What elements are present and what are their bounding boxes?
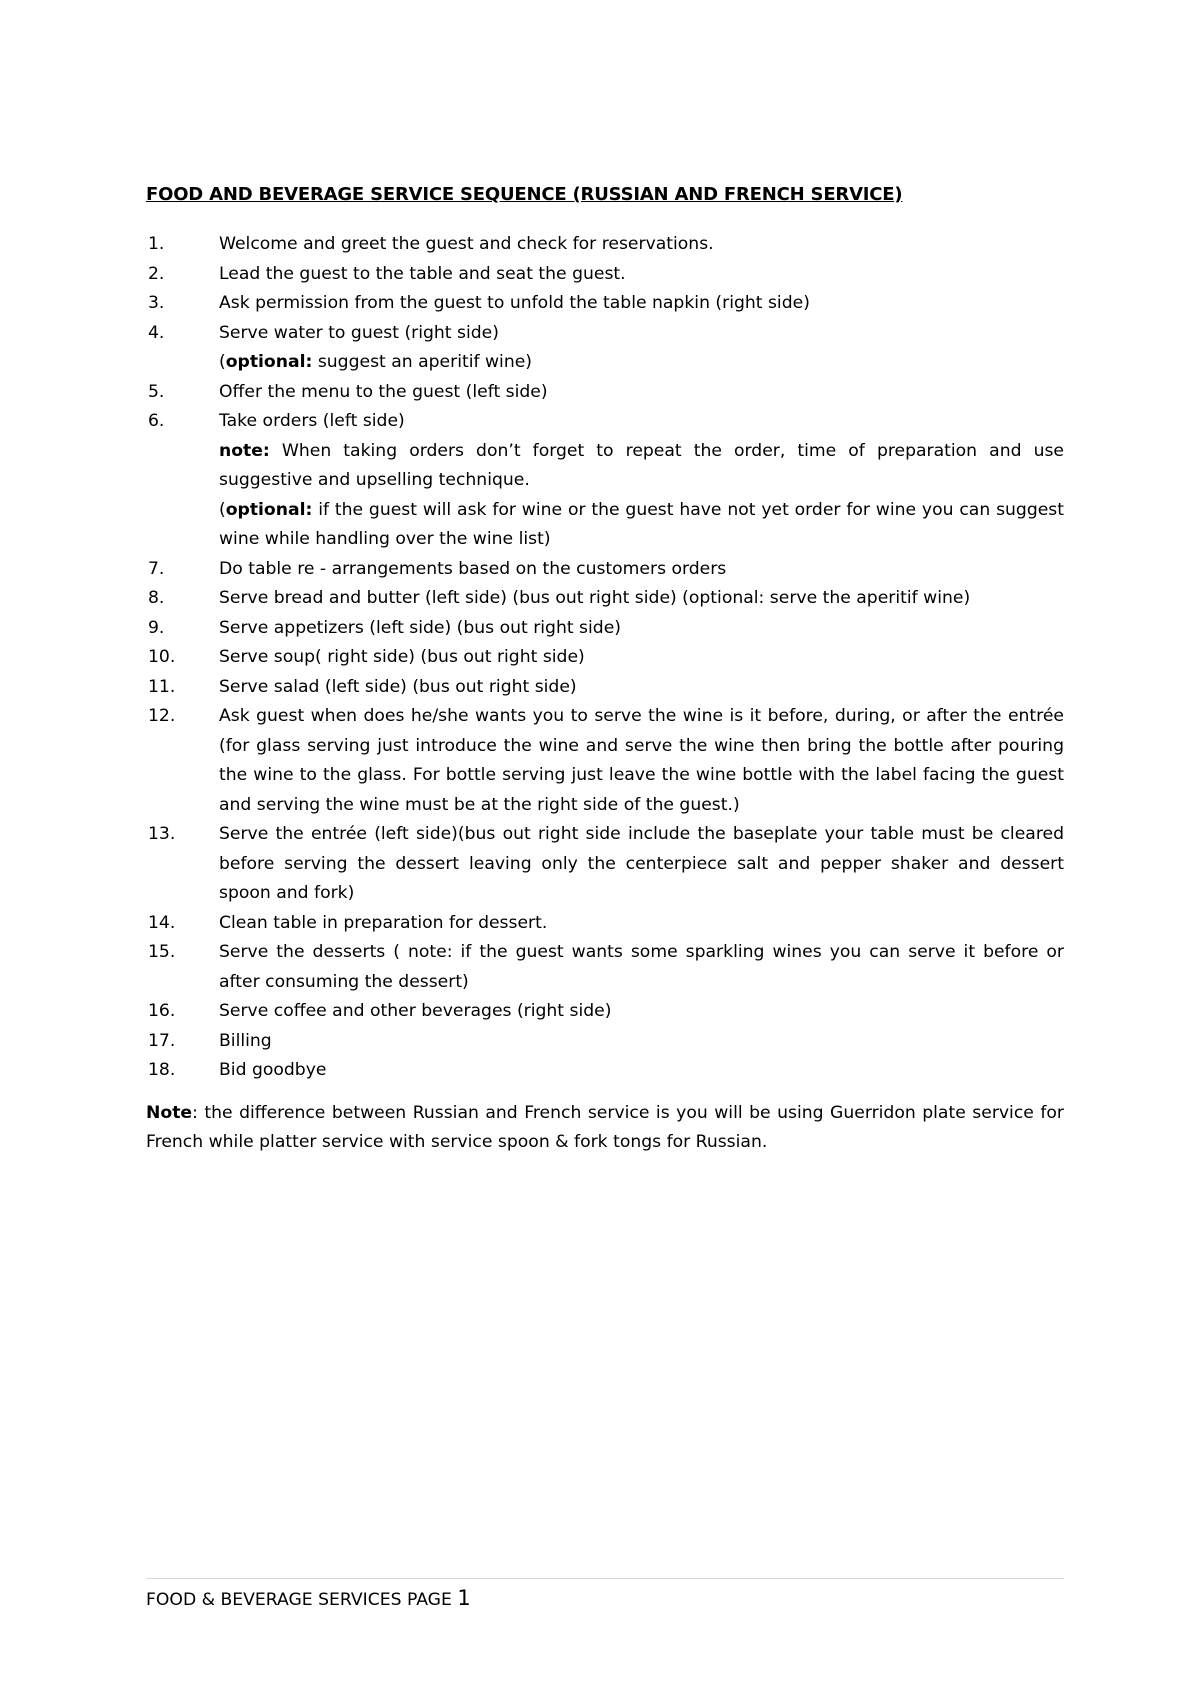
list-item bbox=[146, 407, 1064, 555]
step-number: 16. bbox=[148, 1001, 176, 1021]
step-text: Serve the desserts ( note: if the guest wants some sparkling wines you can serve it before or after consuming the dessert) bbox=[219, 942, 1064, 992]
step-number: 12. bbox=[148, 706, 176, 726]
step-number: 13. bbox=[148, 824, 176, 844]
note-label: note: bbox=[219, 440, 270, 461]
closing-note-text: : the difference between Russian and French service is you will be using Guerridon plate service for French while platter service with service spoon & fork tongs for Russian. bbox=[146, 1103, 1064, 1152]
step-number: 11. bbox=[148, 676, 176, 697]
footer-text: FOOD & BEVERAGE SERVICES PAGE bbox=[146, 1590, 458, 1610]
step-note bbox=[219, 437, 1064, 496]
step-text: Take orders (left side) bbox=[219, 411, 405, 431]
closing-note-label: Note bbox=[146, 1103, 193, 1123]
footer-page-number: 1 bbox=[457, 1586, 471, 1610]
step-number: 4. bbox=[148, 322, 165, 343]
step-number: 9. bbox=[148, 617, 165, 638]
list-item bbox=[146, 230, 1064, 260]
list-item bbox=[146, 555, 1064, 585]
step-text: Bid goodbye bbox=[219, 1060, 327, 1080]
step-text: Serve the entrée (left side)(bus out right side include the baseplate your table must be cleared before serving the dessert leaving only the centerpiece salt and pepper shaker and dessert spoon and fork) bbox=[219, 824, 1064, 903]
step-number: 15. bbox=[148, 942, 176, 962]
step-text: Serve water to guest (right side) bbox=[219, 322, 499, 343]
step-text: Do table re - arrangements based on the customers orders bbox=[219, 558, 727, 579]
optional-open-paren: ( bbox=[219, 352, 226, 372]
step-number: 1. bbox=[148, 234, 165, 254]
document-title: FOOD AND BEVERAGE SERVICE SEQUENCE (RUSSIAN AND FRENCH SERVICE) bbox=[146, 184, 903, 205]
step-number: 10. bbox=[148, 647, 176, 667]
list-item bbox=[146, 820, 1064, 909]
step-text: Offer the menu to the guest (left side) bbox=[219, 381, 548, 402]
list-item bbox=[146, 997, 1064, 1027]
step-text: Serve coffee and other beverages (right side) bbox=[219, 1001, 612, 1021]
list-item bbox=[146, 938, 1064, 997]
list-item bbox=[146, 260, 1064, 290]
optional-open-paren: ( bbox=[219, 499, 226, 520]
step-text: Ask guest when does he/she wants you to serve the wine is it before, during, or after the entrée (for glass serving just introduce the wine and serve the wine then bring the bottle after pouring the wine to the glass. For bottle serving just leave the wine bottle with the label facing the guest and serving the wine must be at the right side of the guest.) bbox=[219, 706, 1064, 815]
list-item bbox=[146, 319, 1064, 378]
list-item bbox=[146, 1056, 1064, 1086]
list-item bbox=[146, 584, 1064, 614]
step-text: Billing bbox=[219, 1030, 272, 1051]
list-item bbox=[146, 1027, 1064, 1057]
step-optional-note bbox=[219, 496, 1064, 555]
list-item bbox=[146, 702, 1064, 820]
optional-text: if the guest will ask for wine or the guest have not yet order for wine you can suggest wine while handling over the wine list) bbox=[219, 499, 1064, 549]
list-item bbox=[146, 289, 1064, 319]
footer-divider bbox=[146, 1578, 1064, 1579]
step-number: 14. bbox=[148, 912, 176, 933]
step-number: 8. bbox=[148, 588, 165, 608]
list-item bbox=[146, 909, 1064, 939]
step-number: 7. bbox=[148, 558, 165, 579]
step-number: 6. bbox=[148, 411, 165, 431]
step-text: Serve appetizers (left side) (bus out right side) bbox=[219, 617, 621, 638]
step-optional-note bbox=[219, 348, 1064, 378]
step-text: Serve salad (left side) (bus out right side) bbox=[219, 676, 577, 697]
step-number: 17. bbox=[148, 1030, 176, 1051]
step-text: Lead the guest to the table and seat the guest. bbox=[219, 263, 626, 284]
list-item bbox=[146, 673, 1064, 703]
step-number: 2. bbox=[148, 263, 165, 284]
list-item bbox=[146, 614, 1064, 644]
service-steps-list bbox=[146, 230, 1064, 1086]
closing-note bbox=[146, 1099, 1064, 1157]
page-footer bbox=[146, 1586, 471, 1610]
step-text: Serve bread and butter (left side) (bus out right side) (optional: serve the aperitif wine) bbox=[219, 588, 971, 608]
step-text: Serve soup( right side) (bus out right side) bbox=[219, 647, 585, 667]
step-number: 18. bbox=[148, 1060, 176, 1080]
step-text: Welcome and greet the guest and check for reservations. bbox=[219, 234, 714, 254]
list-item bbox=[146, 378, 1064, 408]
optional-label: optional: bbox=[225, 499, 313, 520]
list-item bbox=[146, 643, 1064, 673]
note-text: When taking orders don’t forget to repeat the order, time of preparation and use suggestive and upselling technique. bbox=[219, 440, 1064, 490]
step-text: Clean table in preparation for dessert. bbox=[219, 912, 548, 933]
optional-label: optional: bbox=[225, 352, 313, 372]
step-number: 3. bbox=[148, 293, 165, 313]
step-number: 5. bbox=[148, 381, 165, 402]
optional-text: suggest an aperitif wine) bbox=[312, 352, 533, 372]
step-text: Ask permission from the guest to unfold the table napkin (right side) bbox=[219, 293, 810, 313]
